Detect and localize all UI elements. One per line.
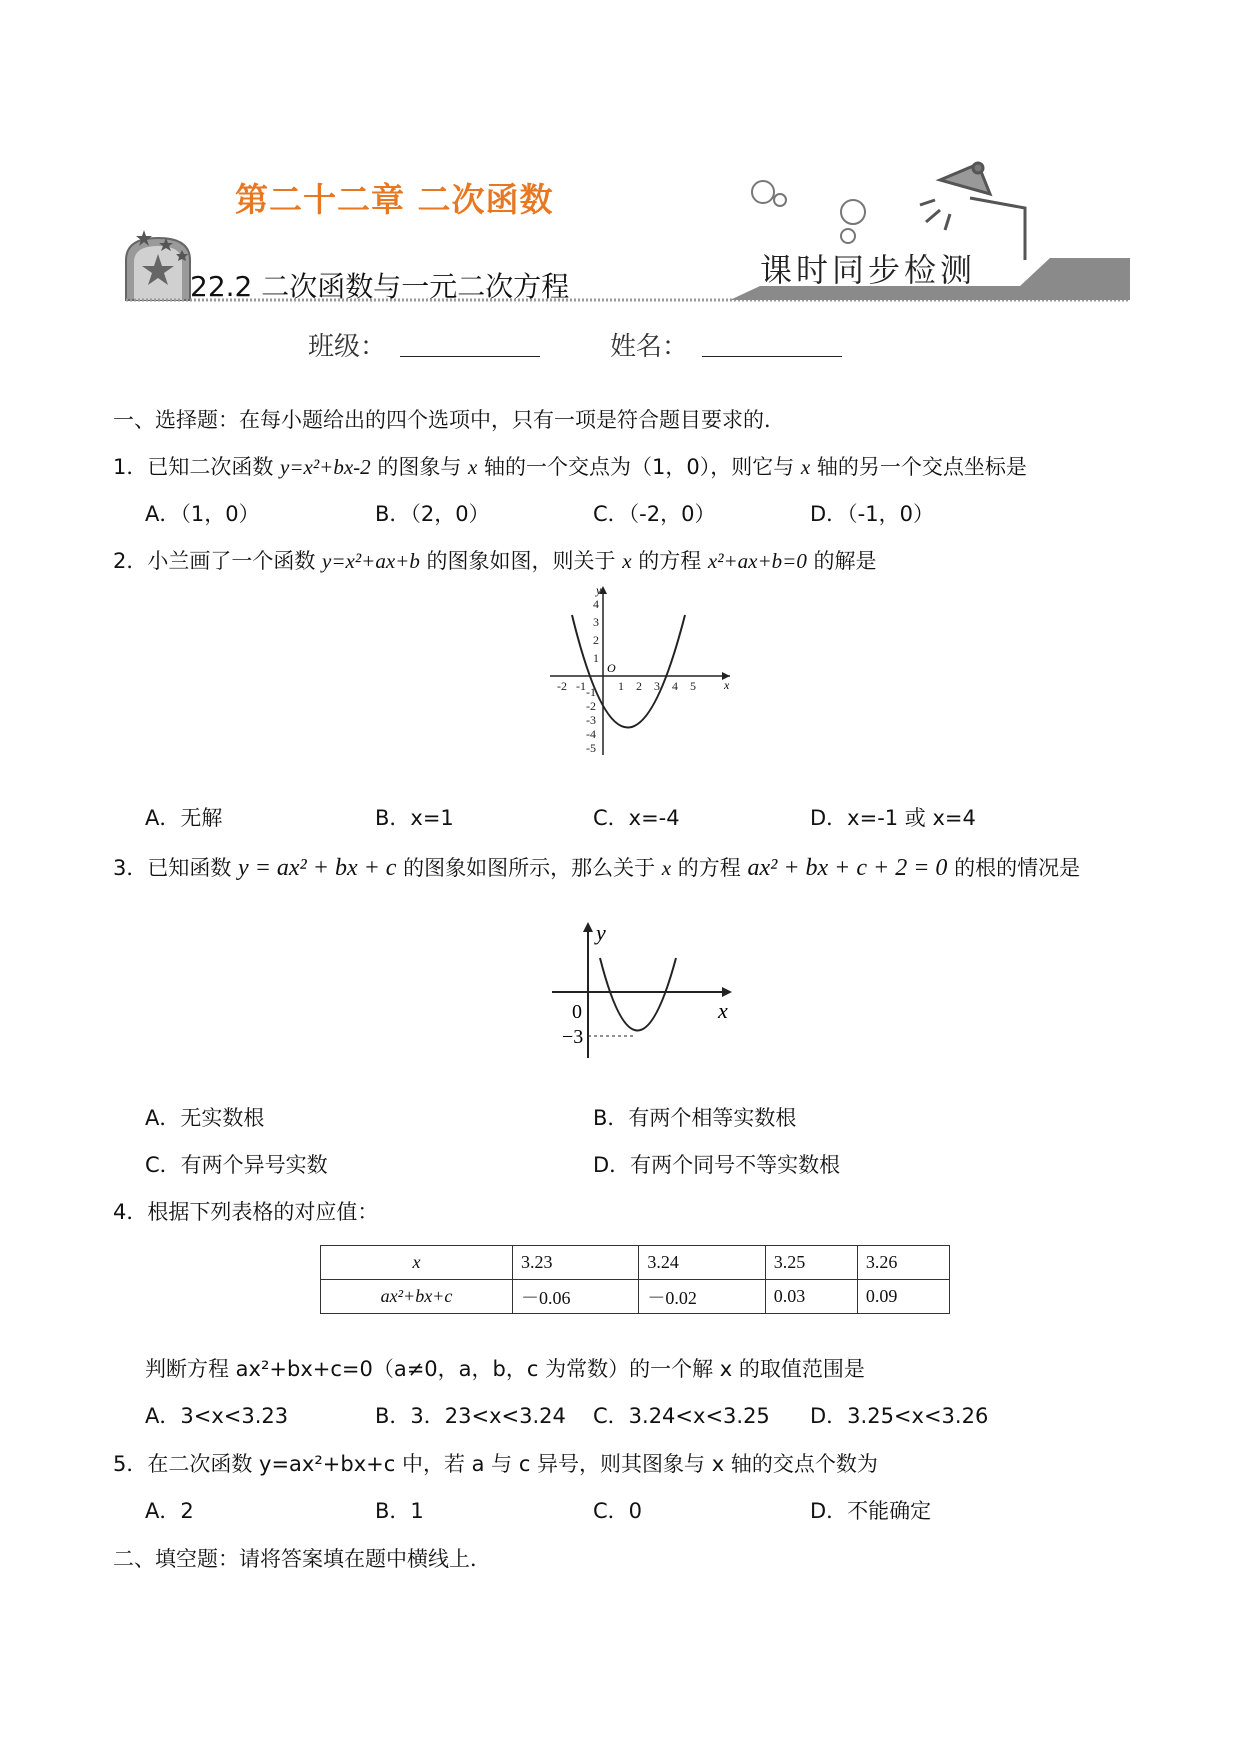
part2-heading: 二、填空题：请将答案填在题中横线上．	[113, 1547, 491, 1571]
table-cell: 0.03	[765, 1280, 857, 1314]
name-field[interactable]	[702, 330, 842, 357]
q3-text-b: 的方程	[671, 856, 748, 880]
q3-x: x	[661, 856, 672, 880]
table-cell: 3.24	[639, 1246, 765, 1280]
q5-option-a[interactable]: A．2	[145, 1499, 194, 1523]
q1-text-b: 轴的一个交点为（1，0），则它与	[477, 455, 801, 479]
table-cell: ax²+bx+c	[321, 1280, 513, 1314]
q2-option-d[interactable]: D．x=-1 或 x=4	[810, 806, 976, 830]
q2-y-tick: 4	[593, 597, 599, 611]
table-row	[321, 1246, 950, 1280]
q2-eq: x²+ax+b=0	[707, 549, 807, 573]
table-cell: x	[321, 1246, 513, 1280]
q2-x-tick: 4	[672, 679, 678, 693]
table-cell: 3.23	[513, 1246, 639, 1280]
q2-x-tick: 2	[636, 679, 642, 693]
q1-x1: x	[468, 455, 478, 479]
q3-option-b[interactable]: B．有两个相等实数根	[593, 1106, 797, 1130]
question-1	[113, 451, 1027, 481]
q4-option-a[interactable]: A．3<x<3.23	[145, 1404, 289, 1428]
q3-num: 3．已知函数	[113, 856, 239, 880]
q3-func: y = ax² + bx + c	[238, 855, 397, 881]
q2-text-c: 的解是	[806, 549, 877, 573]
q2-y-tick: -2	[586, 699, 596, 713]
q1-option-c[interactable]: C．（-2，0）	[593, 502, 716, 526]
q2-x-axis-label: x	[724, 678, 730, 692]
class-label: 班级：	[308, 332, 387, 362]
q2-y-tick: 1	[593, 651, 599, 665]
q1-func: y=x²+bx-2	[280, 455, 371, 479]
question-3	[113, 852, 1080, 882]
table-cell: －0.06	[513, 1280, 639, 1314]
q2-x: x	[622, 549, 632, 573]
table-cell: 0.09	[857, 1280, 949, 1314]
q2-x-tick: -1	[576, 679, 586, 693]
q1-option-a[interactable]: A．（1，0）	[145, 502, 260, 526]
q4-option-d[interactable]: D．3.25<x<3.26	[810, 1404, 989, 1428]
section-title: 22.2 二次函数与一元二次方程	[190, 270, 570, 303]
q2-x-tick: 5	[690, 679, 696, 693]
q3-eq: ax² + bx + c + 2 = 0	[747, 855, 948, 881]
q2-option-c[interactable]: C．x=-4	[593, 806, 680, 830]
table-cell: －0.02	[639, 1280, 765, 1314]
q1-text-c: 轴的另一个交点坐标是	[810, 455, 1027, 479]
q3-x-label: x	[718, 998, 728, 1023]
question-5: 5．在二次函数 y=ax²+bx+c 中，若 a 与 c 异号，则其图象与 x 轴的交点个数为	[113, 1452, 878, 1476]
q1-num: 1．已知二次函数	[113, 455, 281, 479]
q2-text-b: 的方程	[631, 549, 708, 573]
question-4: 4．根据下列表格的对应值：	[113, 1200, 379, 1224]
q2-option-b[interactable]: B．x=1	[375, 806, 454, 830]
q3-option-c[interactable]: C．有两个异号实数	[145, 1153, 328, 1177]
part1-heading: 一、选择题：在每小题给出的四个选项中，只有一项是符合题目要求的．	[113, 408, 785, 432]
table-cell: 3.26	[857, 1246, 949, 1280]
question-2	[113, 545, 877, 575]
q3-y-label: y	[596, 920, 606, 945]
q2-parabola-graph	[540, 580, 740, 760]
q3-text-c: 的根的情况是	[947, 856, 1081, 880]
q2-origin-label: O	[607, 661, 616, 675]
q1-option-b[interactable]: B．（2，0）	[375, 502, 490, 526]
q1-text-a: 的图象与	[370, 455, 468, 479]
q3-parabola-graph	[550, 918, 750, 1068]
chapter-title: 第二十二章 二次函数	[235, 180, 554, 219]
q2-y-tick: 3	[593, 615, 599, 629]
q2-func: y=x²+ax+b	[322, 549, 420, 573]
q2-y-axis-label: y	[596, 583, 602, 597]
q2-x-tick: 3	[654, 679, 660, 693]
name-label: 姓名：	[610, 332, 689, 362]
q5-option-b[interactable]: B．1	[375, 1499, 424, 1523]
q2-option-a[interactable]: A．无解	[145, 806, 223, 830]
q2-num: 2．小兰画了一个函数	[113, 549, 323, 573]
table-cell: 3.25	[765, 1246, 857, 1280]
q3-min-label: −3	[562, 1026, 584, 1048]
q2-y-tick: 2	[593, 633, 599, 647]
brand-text: 课时同步检测	[760, 251, 977, 289]
q2-x-tick: 1	[618, 679, 624, 693]
q3-zero-label: 0	[572, 1001, 582, 1023]
q3-option-d[interactable]: D．有两个同号不等实数根	[593, 1153, 841, 1177]
q5-option-d[interactable]: D．不能确定	[810, 1499, 932, 1523]
q2-y-tick: -1	[586, 685, 596, 699]
q1-option-d[interactable]: D．（-1，0）	[810, 502, 934, 526]
q4-judge-text: 判断方程 ax²+bx+c=0（a≠0，a，b，c 为常数）的一个解 x 的取值范围是	[145, 1357, 865, 1381]
q3-option-a[interactable]: A．无实数根	[145, 1106, 265, 1130]
q4-value-table	[320, 1245, 950, 1314]
q2-y-tick: -3	[586, 713, 596, 727]
q4-option-b[interactable]: B．3．23<x<3.24	[375, 1404, 566, 1428]
q4-option-c[interactable]: C．3.24<x<3.25	[593, 1404, 770, 1428]
class-field[interactable]	[400, 330, 540, 357]
q2-text-a: 的图象如图，则关于	[419, 549, 623, 573]
q5-option-c[interactable]: C．0	[593, 1499, 643, 1523]
q2-x-tick: -2	[557, 679, 567, 693]
q2-y-tick: -5	[586, 741, 596, 755]
table-row	[321, 1280, 950, 1314]
q3-text-a: 的图象如图所示，那么关于	[396, 856, 662, 880]
star-badge-icon	[126, 230, 190, 300]
q2-y-tick: -4	[586, 727, 596, 741]
q1-x2: x	[800, 455, 811, 479]
